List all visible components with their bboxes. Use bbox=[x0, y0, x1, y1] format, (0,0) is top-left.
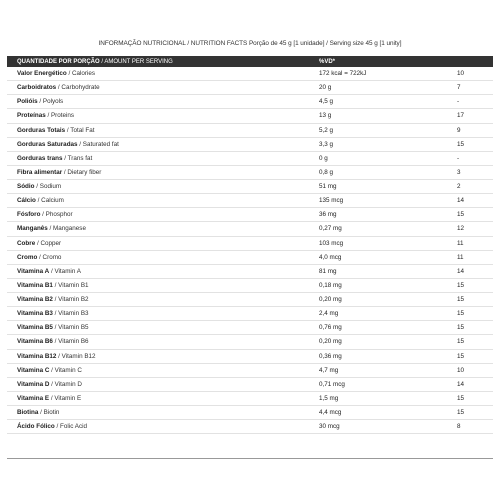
nutrient-name-en: / Trans fat bbox=[62, 154, 93, 162]
nutrient-name-en: / Vitamin E bbox=[49, 394, 82, 402]
nutrient-name-en: / Folic Acid bbox=[54, 423, 87, 431]
nutrient-name bbox=[7, 211, 313, 218]
table-row bbox=[7, 109, 493, 123]
nutrient-name-en: / Carbohydrate bbox=[56, 84, 100, 92]
nutrient-daily-value: 15 bbox=[457, 140, 465, 148]
nutrient-name bbox=[7, 324, 313, 331]
nutrient-name-pt: Ácido Fólico bbox=[17, 423, 55, 431]
table-row bbox=[7, 166, 493, 180]
nutrient-name-en: / Vitamin B5 bbox=[52, 324, 89, 332]
nutrient-name bbox=[7, 268, 313, 275]
nutrient-name bbox=[7, 155, 313, 162]
nutrient-amount: 0,71 mcg bbox=[319, 380, 345, 388]
nutrient-daily-value: 2 bbox=[457, 183, 461, 191]
nutrient-name bbox=[7, 141, 313, 148]
table-row bbox=[7, 180, 493, 194]
table-row bbox=[7, 81, 493, 95]
nutrient-daily-value: 15 bbox=[457, 409, 465, 417]
nutrient-name bbox=[7, 310, 313, 317]
nutrient-amount: 36 mg bbox=[319, 211, 337, 219]
table-row bbox=[7, 378, 493, 392]
nutrient-daily-value: 15 bbox=[457, 352, 465, 360]
nutrient-name-pt: Vitamina C bbox=[17, 366, 50, 374]
nutrient-name-pt: Vitamina B2 bbox=[17, 296, 53, 304]
nutrient-daily-value: 15 bbox=[457, 296, 465, 304]
table-header bbox=[7, 56, 493, 67]
nutrient-name-en: / Total Fat bbox=[65, 126, 95, 134]
nutrient-name-en: / Vitamin B6 bbox=[52, 338, 89, 346]
table-row bbox=[7, 251, 493, 265]
nutrient-name bbox=[7, 282, 313, 289]
nutrient-name-pt: Vitamina E bbox=[17, 394, 50, 402]
nutrient-name-pt: Cálcio bbox=[17, 197, 36, 205]
nutrient-name bbox=[7, 409, 313, 416]
nutrient-daily-value: 15 bbox=[457, 394, 465, 402]
nutrient-name-pt: Cromo bbox=[17, 253, 38, 261]
table-row bbox=[7, 364, 493, 378]
table-row bbox=[7, 237, 493, 251]
table-row bbox=[7, 124, 493, 138]
header-daily-value: %VD* bbox=[319, 58, 336, 65]
nutrient-name bbox=[7, 98, 313, 105]
nutrient-name bbox=[7, 183, 313, 190]
nutrient-name-en: / Biotin bbox=[38, 409, 60, 417]
nutrient-daily-value: - bbox=[457, 154, 460, 162]
nutrient-amount: 30 mcg bbox=[319, 423, 340, 431]
table-row bbox=[7, 350, 493, 364]
nutrient-amount: 4,0 mcg bbox=[319, 253, 342, 261]
nutrient-name bbox=[7, 367, 313, 374]
nutrient-name-pt: Vitamina B12 bbox=[17, 352, 57, 360]
nutrient-amount: 0,27 mg bbox=[319, 225, 342, 233]
table-row bbox=[7, 321, 493, 335]
table-row bbox=[7, 335, 493, 349]
nutrient-name-en: / Phosphor bbox=[40, 211, 73, 219]
caption-serving: Porção de 45 g [1 unidade] / Serving size 45 g [1 unity] bbox=[248, 40, 402, 47]
nutrient-amount: 135 mcg bbox=[319, 197, 344, 205]
nutrient-name-pt: Vitamina D bbox=[17, 380, 50, 388]
nutrient-name bbox=[7, 338, 313, 345]
nutrient-daily-value: - bbox=[457, 98, 460, 106]
table-row bbox=[7, 138, 493, 152]
nutrient-amount: 13 g bbox=[319, 112, 332, 120]
nutrient-daily-value: 10 bbox=[457, 70, 465, 78]
nutrient-name-pt: Gorduras Saturadas bbox=[17, 140, 78, 148]
table-row bbox=[7, 95, 493, 109]
table-row bbox=[7, 420, 493, 434]
nutrient-name-en: / Sodium bbox=[34, 183, 62, 191]
nutrient-name-en: / Vitamin B12 bbox=[56, 352, 96, 360]
nutrient-name-en: / Cromo bbox=[37, 253, 62, 261]
nutrient-amount: 0,36 mg bbox=[319, 352, 342, 360]
nutrient-name-en: / Calcium bbox=[35, 197, 64, 205]
table-row bbox=[7, 406, 493, 420]
nutrient-amount: 20 g bbox=[319, 84, 332, 92]
nutrient-name-en: / Vitamin B2 bbox=[52, 296, 89, 304]
nutrient-daily-value: 17 bbox=[457, 112, 465, 120]
table-row bbox=[7, 194, 493, 208]
nutrient-name bbox=[7, 127, 313, 134]
table-row bbox=[7, 293, 493, 307]
nutrient-name bbox=[7, 353, 313, 360]
nutrient-name-pt: Cobre bbox=[17, 239, 36, 247]
nutrient-amount: 0,8 g bbox=[319, 168, 334, 176]
nutrient-amount: 0,76 mg bbox=[319, 324, 342, 332]
nutrient-name bbox=[7, 197, 313, 204]
nutrient-daily-value: 9 bbox=[457, 126, 461, 134]
table-row bbox=[7, 265, 493, 279]
nutrient-daily-value: 14 bbox=[457, 197, 465, 205]
nutrient-name-pt: Carboidratos bbox=[17, 84, 57, 92]
nutrient-name-en: / Vitamin D bbox=[49, 380, 82, 388]
nutrient-amount: 81 mg bbox=[319, 267, 337, 275]
nutrient-name-en: / Saturated fat bbox=[77, 140, 119, 148]
nutrient-name-en: / Vitamin A bbox=[49, 267, 81, 275]
nutrient-daily-value: 3 bbox=[457, 168, 461, 176]
nutrient-name-pt: Gorduras trans bbox=[17, 154, 63, 162]
header-amount-en: / AMOUNT PER SERVING bbox=[99, 58, 173, 65]
nutrient-daily-value: 11 bbox=[457, 253, 464, 261]
nutrient-name bbox=[7, 240, 313, 247]
nutrient-name bbox=[7, 254, 313, 261]
nutrient-daily-value: 15 bbox=[457, 281, 465, 289]
nutrient-amount: 51 mg bbox=[319, 183, 337, 191]
nutrient-daily-value: 12 bbox=[457, 225, 465, 233]
nutrient-name-pt: Vitamina A bbox=[17, 267, 50, 275]
nutrient-name bbox=[7, 225, 313, 232]
nutrient-daily-value: 14 bbox=[457, 380, 465, 388]
nutrient-amount: 2,4 mg bbox=[319, 310, 339, 318]
nutrient-name bbox=[7, 169, 313, 176]
nutrient-name-en: / Copper bbox=[35, 239, 62, 247]
nutrient-name-pt: Proteínas bbox=[17, 112, 46, 120]
nutrient-daily-value: 10 bbox=[457, 366, 465, 374]
table-row bbox=[7, 392, 493, 406]
nutrient-name-pt: Sódio bbox=[17, 183, 35, 191]
header-amount-per-serving bbox=[7, 59, 313, 65]
nutrient-name-pt: Vitamina B1 bbox=[17, 281, 53, 289]
table-body bbox=[7, 67, 493, 434]
table-row bbox=[7, 152, 493, 166]
table-row bbox=[7, 279, 493, 293]
nutrient-amount: 172 kcal = 722kJ bbox=[319, 70, 367, 78]
nutrient-daily-value: 8 bbox=[457, 423, 461, 431]
table-row bbox=[7, 307, 493, 321]
nutrient-name bbox=[7, 381, 313, 388]
nutrient-amount: 103 mcg bbox=[319, 239, 344, 247]
table-row bbox=[7, 208, 493, 222]
table-row bbox=[7, 67, 493, 81]
nutrient-name bbox=[7, 395, 313, 402]
nutrient-amount: 4,7 mg bbox=[319, 366, 339, 374]
nutrient-name-en: / Vitamin C bbox=[49, 366, 82, 374]
nutrient-name-en: / Vitamin B3 bbox=[52, 310, 89, 318]
nutrient-name-pt: Gorduras Totais bbox=[17, 126, 66, 134]
nutrient-daily-value: 15 bbox=[457, 211, 465, 219]
nutrient-name bbox=[7, 70, 313, 77]
nutrient-amount: 4,4 mcg bbox=[319, 409, 342, 417]
nutrient-amount: 0,18 mg bbox=[319, 281, 342, 289]
nutrient-daily-value: 11 bbox=[457, 239, 464, 247]
nutrient-amount: 0 g bbox=[319, 154, 328, 162]
nutrient-amount: 3,3 g bbox=[319, 140, 334, 148]
header-amount-pt: QUANTIDADE POR PORÇÃO bbox=[17, 58, 100, 65]
nutrient-amount: 0,20 mg bbox=[319, 338, 342, 346]
nutrient-daily-value: 15 bbox=[457, 310, 465, 318]
nutrient-amount: 5,2 g bbox=[319, 126, 334, 134]
nutrient-name-pt: Vitamina B5 bbox=[17, 324, 53, 332]
nutrition-table bbox=[7, 56, 493, 434]
nutrient-daily-value: 15 bbox=[457, 324, 465, 332]
nutrient-name-en: / Dietary fiber bbox=[62, 168, 102, 176]
nutrient-amount: 1,5 mg bbox=[319, 394, 339, 402]
table-row bbox=[7, 222, 493, 236]
table-caption bbox=[0, 40, 500, 47]
nutrient-name-pt: Vitamina B3 bbox=[17, 310, 53, 318]
nutrient-name-en: / Calories bbox=[66, 70, 96, 78]
nutrient-name bbox=[7, 423, 313, 430]
nutrient-name bbox=[7, 112, 313, 119]
nutrient-name-pt: Valor Energético bbox=[17, 70, 67, 78]
nutrient-daily-value: 14 bbox=[457, 267, 465, 275]
nutrient-name-pt: Fibra alimentar bbox=[17, 168, 63, 176]
nutrient-name-en: / Vitamin B1 bbox=[52, 281, 89, 289]
nutrient-name-en: / Polyols bbox=[37, 98, 64, 106]
nutrient-amount: 4,5 g bbox=[319, 98, 334, 106]
nutrient-daily-value: 15 bbox=[457, 338, 465, 346]
nutrient-name-pt: Fósforo bbox=[17, 211, 41, 219]
nutrient-name bbox=[7, 84, 313, 91]
nutrient-daily-value: 7 bbox=[457, 84, 461, 92]
nutrient-name-pt: Polióis bbox=[17, 98, 38, 106]
nutrient-name-en: / Proteins bbox=[45, 112, 75, 120]
caption-title: INFORMAÇÃO NUTRICIONAL / NUTRITION FACTS bbox=[98, 40, 248, 47]
nutrient-name-pt: Vitamina B6 bbox=[17, 338, 53, 346]
nutrient-name bbox=[7, 296, 313, 303]
nutrient-name-pt: Manganês bbox=[17, 225, 48, 233]
bottom-divider bbox=[7, 458, 493, 459]
nutrient-name-pt: Biotina bbox=[17, 409, 39, 417]
nutrient-amount: 0,20 mg bbox=[319, 296, 342, 304]
nutrient-name-en: / Manganese bbox=[47, 225, 86, 233]
